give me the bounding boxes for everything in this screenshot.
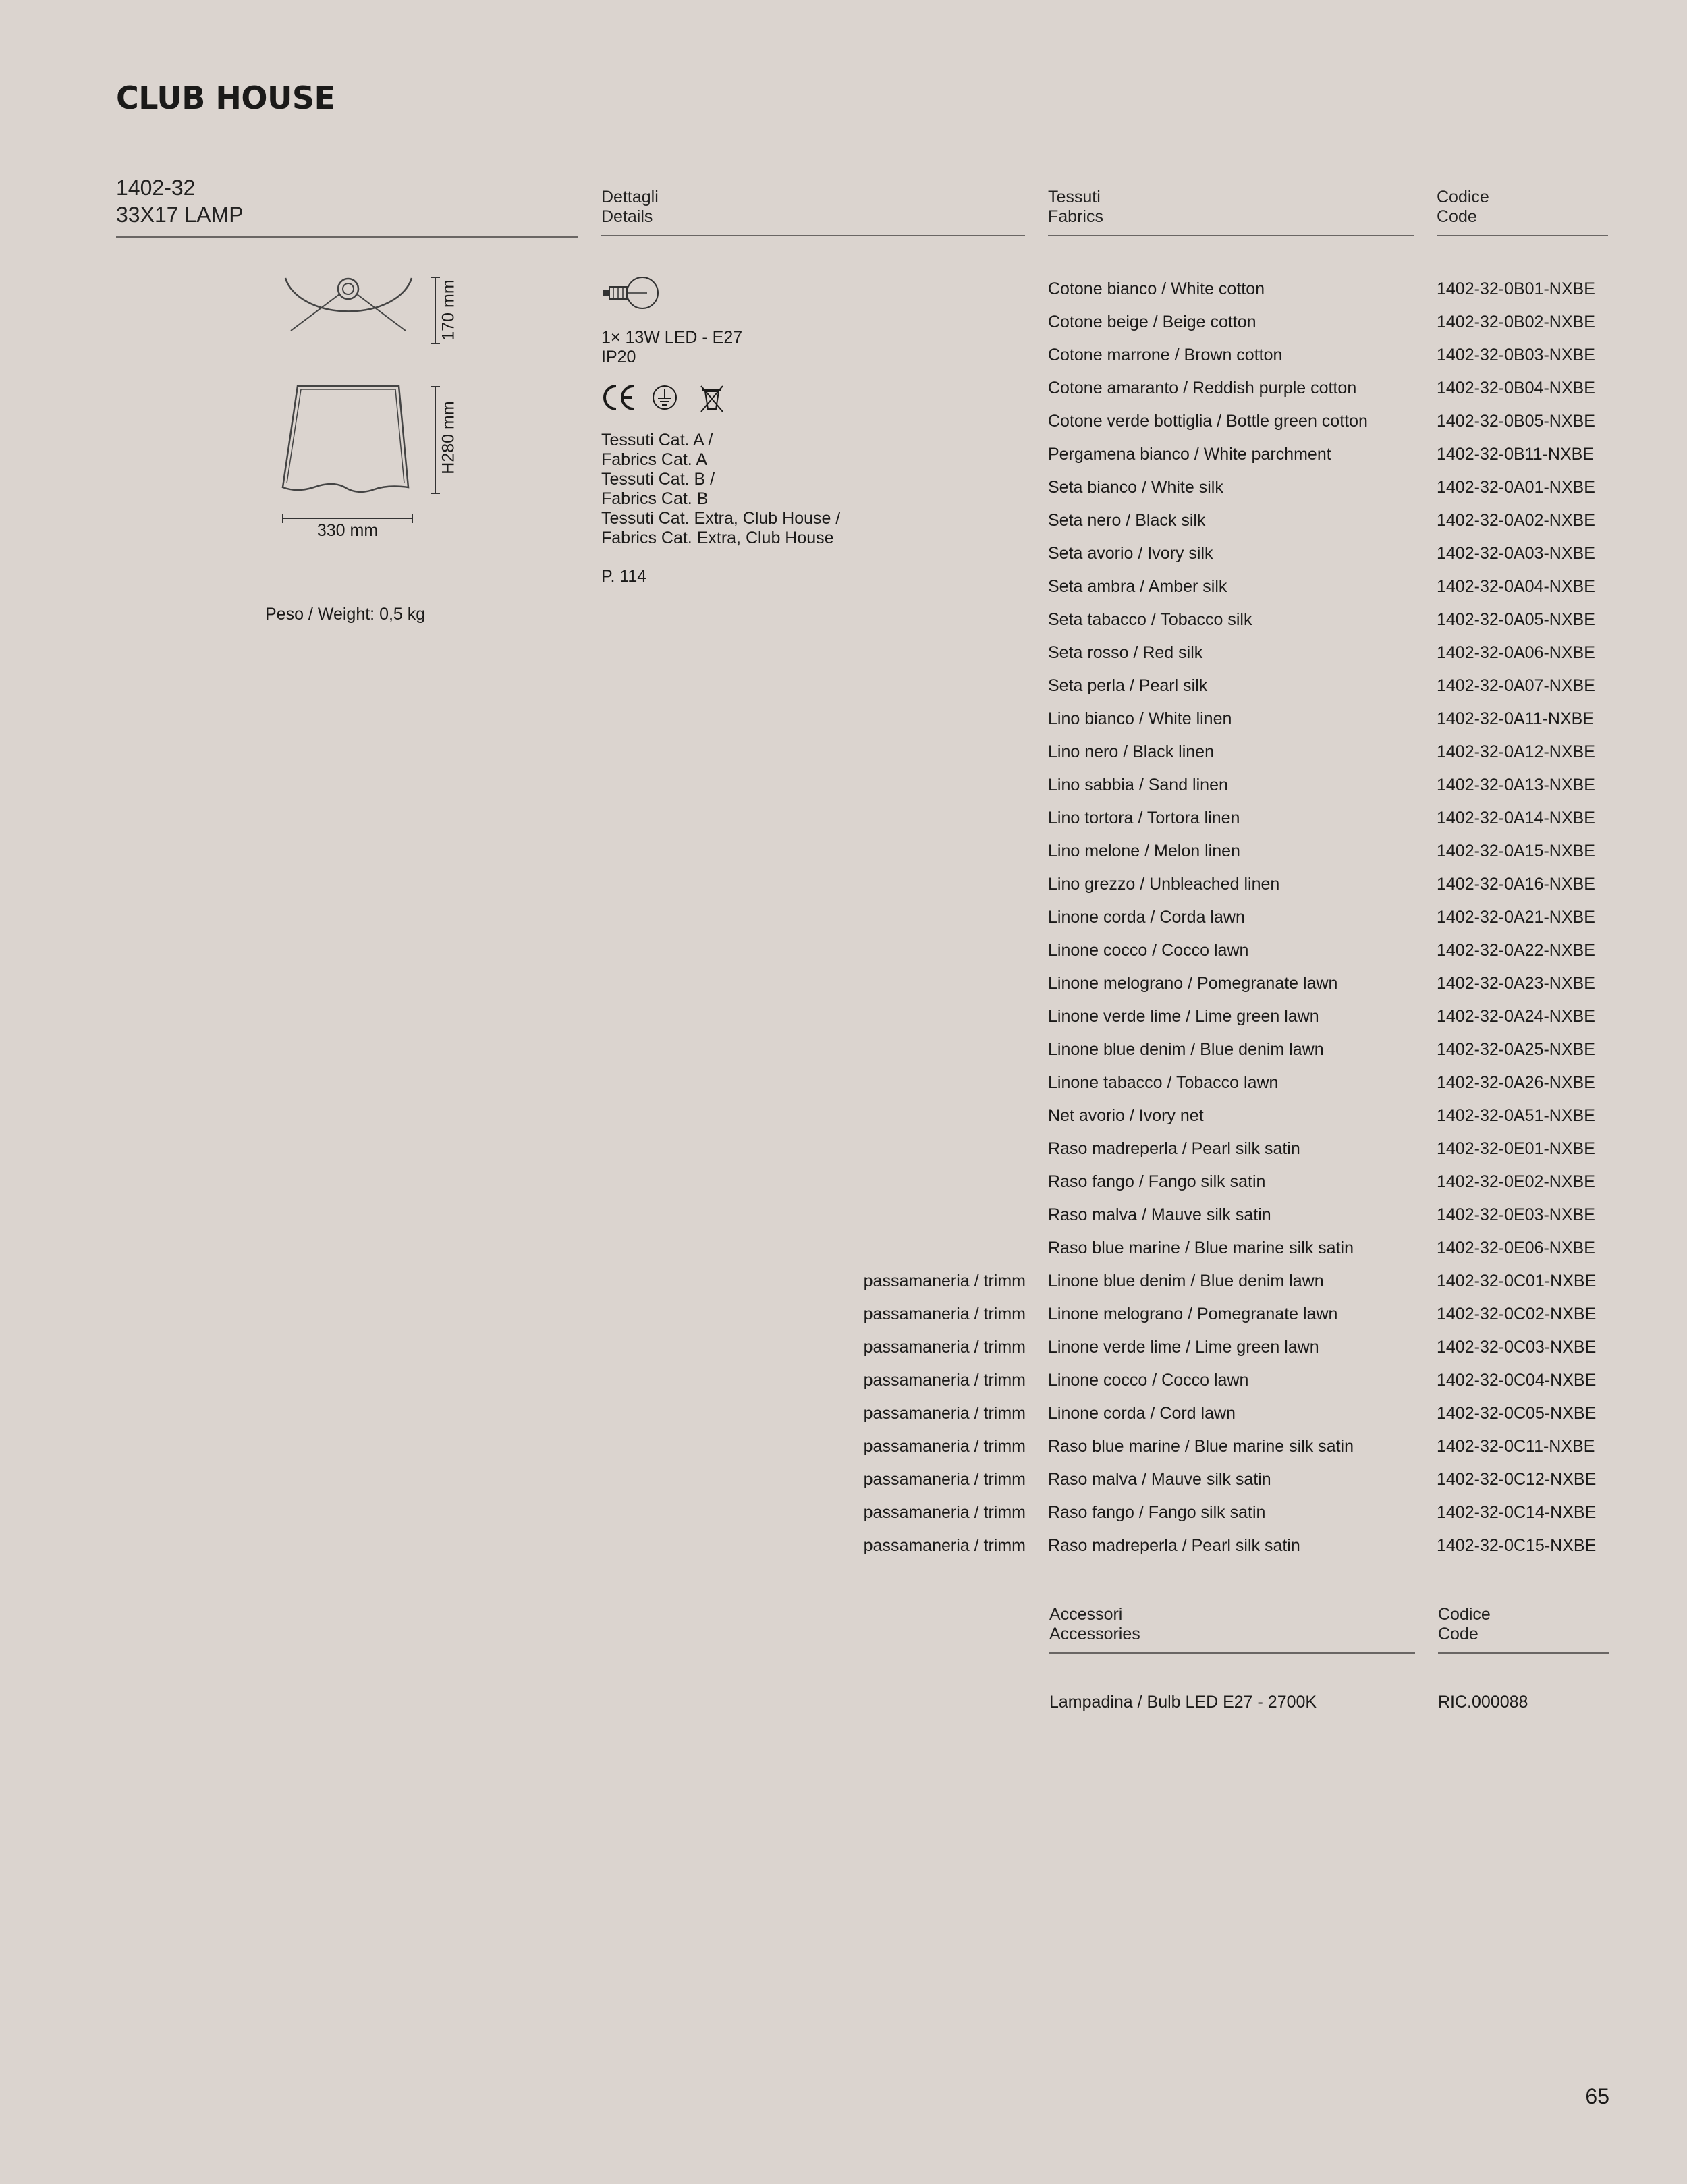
- product-code-cell: 1402-32-0C01-NXBE: [1437, 1272, 1597, 1290]
- trim-label: passamaneria / trimm: [863, 1272, 1026, 1290]
- product-code-cell: 1402-32-0E03-NXBE: [1437, 1205, 1595, 1224]
- product-code-cell: 1402-32-0B04-NXBE: [1437, 379, 1595, 398]
- fabric-name: Cotone marrone / Brown cotton: [1048, 346, 1283, 364]
- table-row: [0, 1265, 1687, 1298]
- fabric-name: Raso blue marine / Blue marine silk satin: [1048, 1238, 1354, 1257]
- product-code-cell: 1402-32-0A15-NXBE: [1437, 842, 1595, 861]
- fabric-name: Seta avorio / Ivory silk: [1048, 544, 1213, 563]
- fabric-name: Seta nero / Black silk: [1048, 511, 1206, 530]
- fabric-name: Raso fango / Fango silk satin: [1048, 1503, 1266, 1522]
- fabrics-header-en: Fabrics: [1048, 207, 1103, 226]
- trim-label: passamaneria / trimm: [863, 1305, 1026, 1323]
- fabric-name: Linone cocco / Cocco lawn: [1048, 1371, 1249, 1390]
- product-code-cell: 1402-32-0A05-NXBE: [1437, 610, 1595, 629]
- product-code-cell: 1402-32-0A23-NXBE: [1437, 974, 1595, 993]
- fabric-name: Seta rosso / Red silk: [1048, 643, 1203, 662]
- fabric-name: Cotone beige / Beige cotton: [1048, 312, 1256, 331]
- product-code: 1402-32: [116, 175, 196, 200]
- trim-label: passamaneria / trimm: [863, 1536, 1026, 1555]
- table-row: [0, 1099, 1687, 1132]
- product-code-cell: 1402-32-0A22-NXBE: [1437, 941, 1595, 960]
- accessories-header-en: Accessories: [1049, 1625, 1140, 1643]
- table-row: [0, 802, 1687, 835]
- fabric-name: Linone corda / Corda lawn: [1048, 908, 1245, 927]
- product-code-cell: 1402-32-0E02-NXBE: [1437, 1172, 1595, 1191]
- fabric-cat-line: Fabrics Cat. B: [601, 489, 709, 508]
- fabric-name: Seta tabacco / Tobacco silk: [1048, 610, 1252, 629]
- details-header-en: Details: [601, 207, 653, 226]
- fabric-name: Lino grezzo / Unbleached linen: [1048, 875, 1280, 894]
- trim-label: passamaneria / trimm: [863, 1338, 1026, 1357]
- fabric-code-table: [0, 273, 1687, 1562]
- fabric-name: Seta bianco / White silk: [1048, 478, 1223, 497]
- trim-label: passamaneria / trimm: [863, 1404, 1026, 1423]
- table-row: [0, 372, 1687, 405]
- accessory-code-header-en: Code: [1438, 1625, 1478, 1643]
- product-code-cell: 1402-32-0A02-NXBE: [1437, 511, 1595, 530]
- fabric-name: Linone corda / Cord lawn: [1048, 1404, 1236, 1423]
- fabric-name: Cotone bianco / White cotton: [1048, 279, 1265, 298]
- fabric-cat-line: Tessuti Cat. A /: [601, 431, 713, 449]
- table-row: [0, 504, 1687, 537]
- fabric-name: Raso fango / Fango silk satin: [1048, 1172, 1266, 1191]
- fabric-name: Lino nero / Black linen: [1048, 742, 1214, 761]
- fabric-cat-line: Fabrics Cat. A: [601, 450, 707, 469]
- table-row: [0, 1298, 1687, 1331]
- table-row: [0, 1166, 1687, 1199]
- fabric-name: Linone cocco / Cocco lawn: [1048, 941, 1249, 960]
- product-code-cell: 1402-32-0B11-NXBE: [1437, 445, 1595, 464]
- details-header: [601, 188, 1025, 236]
- product-code-cell: 1402-32-0B02-NXBE: [1437, 312, 1595, 331]
- fabric-name: Raso madreperla / Pearl silk satin: [1048, 1536, 1300, 1555]
- table-row: [0, 273, 1687, 306]
- table-row: [0, 570, 1687, 603]
- product-code-cell: 1402-32-0A13-NXBE: [1437, 775, 1595, 794]
- product-code-cell: 1402-32-0A04-NXBE: [1437, 577, 1595, 596]
- fabric-cat-line: Tessuti Cat. B /: [601, 470, 715, 489]
- fabric-name: Raso blue marine / Blue marine silk satin: [1048, 1437, 1354, 1456]
- accessories-header: [1049, 1605, 1415, 1654]
- table-row: [0, 603, 1687, 636]
- product-code-cell: 1402-32-0A12-NXBE: [1437, 742, 1595, 761]
- fabric-name: Lino bianco / White linen: [1048, 709, 1232, 728]
- table-row: [0, 703, 1687, 736]
- fabric-name: Linone verde lime / Lime green lawn: [1048, 1007, 1319, 1026]
- accessories-header-it: Accessori: [1049, 1605, 1123, 1624]
- fabric-name: Lino melone / Melon linen: [1048, 842, 1240, 861]
- fabric-name: Pergamena bianco / White parchment: [1048, 445, 1331, 464]
- product-code-cell: 1402-32-0C03-NXBE: [1437, 1338, 1597, 1357]
- table-row: [0, 405, 1687, 438]
- product-code-cell: 1402-32-0E01-NXBE: [1437, 1139, 1595, 1158]
- table-row: [0, 1496, 1687, 1529]
- table-row: [0, 1364, 1687, 1397]
- top-height-label: 170 mm: [439, 279, 458, 341]
- fabric-name: Lino tortora / Tortora linen: [1048, 809, 1240, 827]
- product-code-cell: 1402-32-0C14-NXBE: [1437, 1503, 1597, 1522]
- details-header-it: Dettagli: [601, 188, 659, 207]
- product-code-cell: 1402-32-0A16-NXBE: [1437, 875, 1595, 894]
- product-code-cell: 1402-32-0A11-NXBE: [1437, 709, 1595, 728]
- product-code-cell: 1402-32-0C11-NXBE: [1437, 1437, 1595, 1456]
- product-code-cell: 1402-32-0A14-NXBE: [1437, 809, 1595, 827]
- table-row: [0, 835, 1687, 868]
- fabric-name: Linone melograno / Pomegranate lawn: [1048, 1305, 1338, 1323]
- product-code-cell: 1402-32-0C04-NXBE: [1437, 1371, 1597, 1390]
- table-row: [0, 537, 1687, 570]
- table-row: [0, 868, 1687, 901]
- trim-label: passamaneria / trimm: [863, 1503, 1026, 1522]
- table-row: [0, 1199, 1687, 1232]
- bulb-spec: 1× 13W LED - E27: [601, 328, 743, 347]
- fabric-name: Linone blue denim / Blue denim lawn: [1048, 1272, 1324, 1290]
- code-header-en: Code: [1437, 207, 1477, 226]
- product-heading: [116, 174, 578, 238]
- fabric-name: Net avorio / Ivory net: [1048, 1106, 1204, 1125]
- table-row: [0, 1463, 1687, 1496]
- code-header: [1437, 188, 1608, 236]
- product-name: 33X17 LAMP: [116, 202, 244, 227]
- table-row: [0, 339, 1687, 372]
- product-code-cell: 1402-32-0B01-NXBE: [1437, 279, 1595, 298]
- trim-label: passamaneria / trimm: [863, 1470, 1026, 1489]
- fabric-name: Linone blue denim / Blue denim lawn: [1048, 1040, 1324, 1059]
- product-code-cell: 1402-32-0A07-NXBE: [1437, 676, 1595, 695]
- fabric-name: Linone tabacco / Tobacco lawn: [1048, 1073, 1279, 1092]
- accessory-code-header: [1438, 1605, 1609, 1654]
- fabric-name: Raso madreperla / Pearl silk satin: [1048, 1139, 1300, 1158]
- page-reference: P. 114: [601, 567, 647, 586]
- product-code-cell: 1402-32-0A25-NXBE: [1437, 1040, 1595, 1059]
- product-code-cell: 1402-32-0A03-NXBE: [1437, 544, 1595, 563]
- table-row: [0, 736, 1687, 769]
- table-row: [0, 769, 1687, 802]
- fabric-cat-line: Tessuti Cat. Extra, Club House /: [601, 509, 841, 528]
- fabric-name: Raso malva / Mauve silk satin: [1048, 1205, 1271, 1224]
- table-row: [0, 306, 1687, 339]
- fabric-name: Linone verde lime / Lime green lawn: [1048, 1338, 1319, 1357]
- table-row: [0, 1529, 1687, 1562]
- table-row: [0, 1232, 1687, 1265]
- table-row: [0, 1331, 1687, 1364]
- product-code-cell: 1402-32-0A21-NXBE: [1437, 908, 1595, 927]
- fabric-name: Seta ambra / Amber silk: [1048, 577, 1227, 596]
- product-code-cell: 1402-32-0A01-NXBE: [1437, 478, 1595, 497]
- weight-label: Peso / Weight: 0,5 kg: [265, 605, 426, 624]
- table-row: [0, 636, 1687, 670]
- table-row: [0, 967, 1687, 1000]
- fabrics-header: [1048, 188, 1414, 236]
- table-row: [0, 1430, 1687, 1463]
- product-code-cell: 1402-32-0A26-NXBE: [1437, 1073, 1595, 1092]
- fabric-name: Raso malva / Mauve silk satin: [1048, 1470, 1271, 1489]
- width-label: 330 mm: [316, 521, 379, 540]
- table-row: [0, 471, 1687, 504]
- fabric-name: Seta perla / Pearl silk: [1048, 676, 1208, 695]
- fabric-name: Linone melograno / Pomegranate lawn: [1048, 974, 1338, 993]
- product-code-cell: 1402-32-0A24-NXBE: [1437, 1007, 1595, 1026]
- product-code-cell: 1402-32-0E06-NXBE: [1437, 1238, 1595, 1257]
- table-row: [0, 670, 1687, 703]
- accessory-code-header-it: Codice: [1438, 1605, 1491, 1624]
- product-code-cell: 1402-32-0C02-NXBE: [1437, 1305, 1597, 1323]
- table-row: [0, 1033, 1687, 1066]
- fabric-name: Cotone amaranto / Reddish purple cotton: [1048, 379, 1357, 398]
- code-header-it: Codice: [1437, 188, 1489, 207]
- product-code-cell: 1402-32-0B05-NXBE: [1437, 412, 1595, 431]
- fabric-name: Cotone verde bottiglia / Bottle green cotton: [1048, 412, 1368, 431]
- page-number: 65: [1585, 2084, 1609, 2108]
- ip-rating: IP20: [601, 348, 636, 366]
- table-row: [0, 1132, 1687, 1166]
- table-row: [0, 438, 1687, 471]
- table-row: [0, 1397, 1687, 1430]
- trim-label: passamaneria / trimm: [863, 1371, 1026, 1390]
- product-code-cell: 1402-32-0C05-NXBE: [1437, 1404, 1597, 1423]
- product-code-cell: 1402-32-0A51-NXBE: [1437, 1106, 1595, 1125]
- product-code-cell: 1402-32-0C15-NXBE: [1437, 1536, 1597, 1555]
- table-row: [0, 901, 1687, 934]
- fabric-cat-line: Fabrics Cat. Extra, Club House: [601, 528, 834, 547]
- fabrics-header-it: Tessuti: [1048, 188, 1101, 207]
- product-code-cell: 1402-32-0B03-NXBE: [1437, 346, 1595, 364]
- product-code-cell: 1402-32-0C12-NXBE: [1437, 1470, 1597, 1489]
- accessory-name: Lampadina / Bulb LED E27 - 2700K: [1049, 1693, 1317, 1712]
- side-height-label: H280 mm: [439, 401, 458, 474]
- product-code-cell: 1402-32-0A06-NXBE: [1437, 643, 1595, 662]
- fabric-name: Lino sabbia / Sand linen: [1048, 775, 1228, 794]
- table-row: [0, 934, 1687, 967]
- trim-label: passamaneria / trimm: [863, 1437, 1026, 1456]
- accessory-code: RIC.000088: [1438, 1693, 1528, 1712]
- page-title: CLUB HOUSE: [116, 80, 335, 116]
- table-row: [0, 1066, 1687, 1099]
- table-row: [0, 1000, 1687, 1033]
